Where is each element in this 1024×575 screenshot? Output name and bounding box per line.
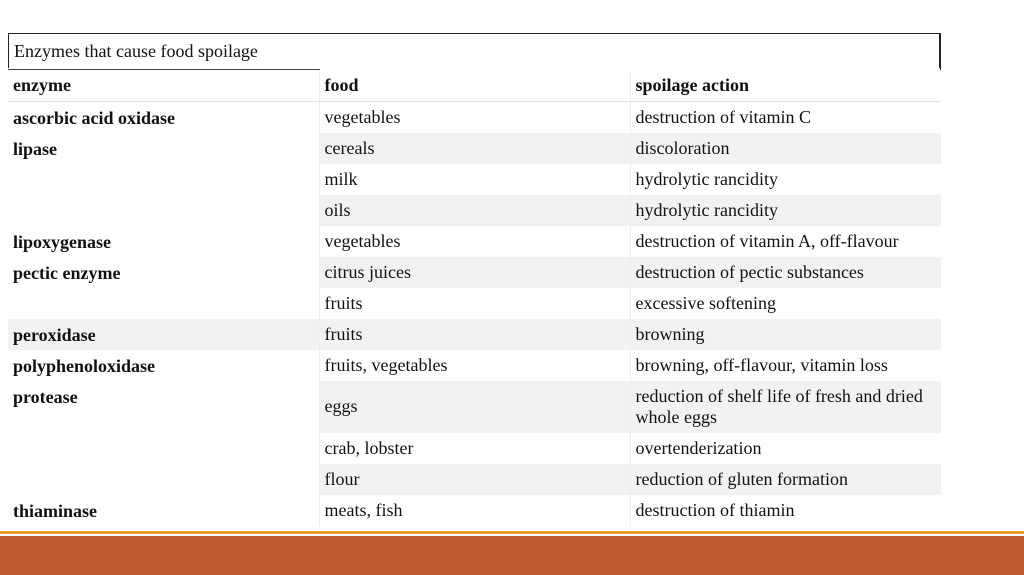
action-cell: hydrolytic rancidity (630, 164, 941, 195)
food-cell: fruits, vegetables (319, 350, 630, 381)
enzyme-cell: pectic enzyme (8, 257, 319, 319)
header-food: food (319, 70, 630, 102)
action-cell: destruction of vitamin A, off-flavour (630, 226, 941, 257)
enzyme-cell: ascorbic acid oxidase (8, 102, 319, 133)
table-row (8, 381, 941, 433)
footer-bar (0, 536, 1024, 575)
header-spoilage-action: spoilage action (630, 70, 941, 102)
food-cell: flour (319, 464, 630, 495)
footer-accent-line (0, 531, 1024, 534)
table-row (8, 226, 941, 257)
action-cell: browning, off-flavour, vitamin loss (630, 350, 941, 381)
table-caption: Enzymes that cause food spoilage (8, 33, 940, 68)
enzyme-cell: lipoxygenase (8, 226, 319, 257)
action-cell: hydrolytic rancidity (630, 195, 941, 226)
food-cell: meats, fish (319, 495, 630, 526)
food-cell: eggs (319, 381, 630, 433)
food-cell: fruits (319, 288, 630, 319)
food-cell: vegetables (319, 226, 630, 257)
enzyme-cell: peroxidase (8, 319, 319, 350)
action-cell: destruction of vitamin C (630, 102, 941, 133)
action-cell: reduction of shelf life of fresh and dried whole eggs (630, 381, 941, 433)
table-row (8, 319, 941, 350)
food-cell: cereals (319, 133, 630, 164)
action-cell: reduction of gluten formation (630, 464, 941, 495)
enzyme-table (8, 69, 941, 526)
action-cell: overtenderization (630, 433, 941, 464)
action-cell: destruction of thiamin (630, 495, 941, 526)
food-cell: vegetables (319, 102, 630, 133)
food-cell: crab, lobster (319, 433, 630, 464)
food-cell: milk (319, 164, 630, 195)
enzyme-cell: polyphenoloxidase (8, 350, 319, 381)
action-cell: discoloration (630, 133, 941, 164)
food-cell: citrus juices (319, 257, 630, 288)
enzyme-cell: lipase (8, 133, 319, 226)
table-row (8, 102, 941, 133)
table-row (8, 495, 941, 526)
table-row (8, 257, 941, 288)
enzyme-cell: thiaminase (8, 495, 319, 526)
table-header-row (8, 70, 941, 102)
action-cell: excessive softening (630, 288, 941, 319)
header-enzyme: enzyme (8, 70, 319, 102)
action-cell: destruction of pectic substances (630, 257, 941, 288)
table-row (8, 133, 941, 164)
food-cell: fruits (319, 319, 630, 350)
action-cell: browning (630, 319, 941, 350)
food-cell: oils (319, 195, 630, 226)
enzyme-cell: protease (8, 381, 319, 495)
table-row (8, 350, 941, 381)
caption-border (940, 33, 941, 70)
